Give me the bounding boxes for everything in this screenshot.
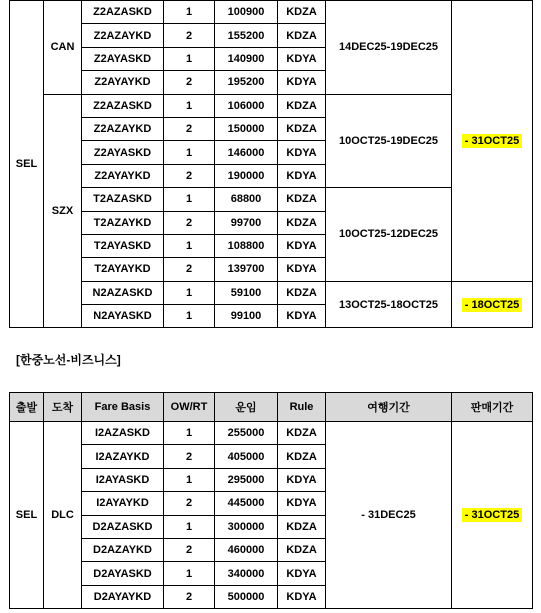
travel-period-cell: 13OCT25-18OCT25 — [326, 281, 452, 328]
travel-period-cell: 10OCT25-19DEC25 — [326, 94, 452, 188]
fare-table-economy — [9, 0, 533, 328]
owrt-cell: 2 — [164, 492, 215, 515]
fare-basis-cell: Z2AZASKD — [82, 1, 164, 24]
rule-cell: KDZA — [278, 24, 326, 47]
owrt-cell: 2 — [164, 164, 215, 187]
rule-cell: KDYA — [278, 468, 326, 491]
fare-table-business — [9, 392, 533, 609]
fare-cell: 150000 — [215, 117, 278, 140]
owrt-cell: 1 — [164, 468, 215, 491]
fare-cell: 340000 — [215, 562, 278, 585]
header-row — [10, 393, 533, 422]
owrt-cell: 2 — [164, 538, 215, 561]
fare-basis-cell: I2AZASKD — [82, 422, 164, 445]
rule-cell: KDZA — [278, 445, 326, 468]
fare-basis-cell: Z2AYAYKD — [82, 71, 164, 94]
column-header: 운임 — [215, 393, 278, 422]
fare-basis-cell: I2AZAYKD — [82, 445, 164, 468]
fare-basis-cell: I2AYASKD — [82, 468, 164, 491]
fare-cell: 140900 — [215, 47, 278, 70]
dest-cell: CAN — [44, 1, 82, 95]
owrt-cell: 2 — [164, 585, 215, 608]
owrt-cell: 1 — [164, 515, 215, 538]
column-header: 여행기간 — [326, 393, 452, 422]
fare-cell: 100900 — [215, 1, 278, 24]
fare-cell: 59100 — [215, 281, 278, 304]
rule-cell: KDYA — [278, 492, 326, 515]
sale-period-cell — [452, 1, 533, 282]
fare-cell: 405000 — [215, 445, 278, 468]
rule-cell: KDYA — [278, 562, 326, 585]
column-header: 출발 — [10, 393, 44, 422]
owrt-cell: 1 — [164, 234, 215, 257]
fare-cell: 146000 — [215, 141, 278, 164]
fare-cell: 445000 — [215, 492, 278, 515]
fare-basis-cell: D2AZASKD — [82, 515, 164, 538]
table-row — [10, 422, 533, 445]
owrt-cell: 1 — [164, 562, 215, 585]
origin-cell: SEL — [10, 422, 44, 609]
fare-basis-cell: Z2AYASKD — [82, 47, 164, 70]
travel-period-cell: - 31DEC25 — [326, 422, 452, 609]
column-header: Rule — [278, 393, 326, 422]
table-row — [10, 281, 533, 304]
rule-cell: KDYA — [278, 585, 326, 608]
origin-cell: SEL — [10, 1, 44, 328]
rule-cell: KDYA — [278, 234, 326, 257]
rule-cell: KDZA — [278, 188, 326, 211]
fare-cell: 190000 — [215, 164, 278, 187]
column-header: Fare Basis — [82, 393, 164, 422]
owrt-cell: 2 — [164, 445, 215, 468]
fare-basis-cell: Z2AYAYKD — [82, 164, 164, 187]
fare-cell: 99700 — [215, 211, 278, 234]
rule-cell: KDZA — [278, 281, 326, 304]
owrt-cell: 1 — [164, 422, 215, 445]
rule-cell: KDZA — [278, 94, 326, 117]
fare-basis-cell: Z2AZAYKD — [82, 117, 164, 140]
fare-basis-cell: N2AYASKD — [82, 305, 164, 328]
fare-cell: 155200 — [215, 24, 278, 47]
fare-cell: 460000 — [215, 538, 278, 561]
owrt-cell: 2 — [164, 24, 215, 47]
fare-basis-cell: Z2AZASKD — [82, 94, 164, 117]
owrt-cell: 1 — [164, 281, 215, 304]
sale-period-cell-highlight: - 18OCT25 — [462, 298, 522, 312]
fare-cell: 108800 — [215, 234, 278, 257]
rule-cell: KDYA — [278, 305, 326, 328]
sale-period-cell-highlight: - 31OCT25 — [462, 134, 522, 148]
table-row — [10, 1, 533, 24]
owrt-cell: 1 — [164, 141, 215, 164]
travel-period-cell: 14DEC25-19DEC25 — [326, 1, 452, 95]
fare-cell: 68800 — [215, 188, 278, 211]
owrt-cell: 1 — [164, 47, 215, 70]
owrt-cell: 1 — [164, 188, 215, 211]
owrt-cell: 2 — [164, 71, 215, 94]
owrt-cell: 1 — [164, 94, 215, 117]
rule-cell: KDZA — [278, 422, 326, 445]
fare-basis-cell: T2AZASKD — [82, 188, 164, 211]
section-title: [한중노선-비즈니스] — [16, 353, 121, 367]
rule-cell: KDZA — [278, 117, 326, 140]
travel-period-cell: 10OCT25-12DEC25 — [326, 188, 452, 282]
fare-basis-cell: D2AZAYKD — [82, 538, 164, 561]
owrt-cell: 2 — [164, 258, 215, 281]
fare-basis-cell: Z2AZAYKD — [82, 24, 164, 47]
rule-cell: KDYA — [278, 141, 326, 164]
fare-cell: 195200 — [215, 71, 278, 94]
owrt-cell: 1 — [164, 1, 215, 24]
fare-cell: 139700 — [215, 258, 278, 281]
fare-cell: 500000 — [215, 585, 278, 608]
fare-basis-cell: T2AYASKD — [82, 234, 164, 257]
rule-cell: KDYA — [278, 47, 326, 70]
column-header: 판매기간 — [452, 393, 533, 422]
column-header: 도착 — [44, 393, 82, 422]
fare-basis-cell: Z2AYASKD — [82, 141, 164, 164]
owrt-cell: 1 — [164, 305, 215, 328]
fare-basis-cell: N2AZASKD — [82, 281, 164, 304]
owrt-cell: 2 — [164, 211, 215, 234]
sale-period-cell — [452, 422, 533, 609]
sale-period-cell-highlight: - 31OCT25 — [462, 508, 522, 522]
dest-cell: SZX — [44, 94, 82, 328]
owrt-cell: 2 — [164, 117, 215, 140]
dest-cell: DLC — [44, 422, 82, 609]
rule-cell: KDZA — [278, 1, 326, 24]
rule-cell: KDZA — [278, 211, 326, 234]
fare-cell: 99100 — [215, 305, 278, 328]
fare-basis-cell: T2AYAYKD — [82, 258, 164, 281]
fare-basis-cell: D2AYASKD — [82, 562, 164, 585]
fare-basis-cell: T2AZAYKD — [82, 211, 164, 234]
rule-cell: KDYA — [278, 164, 326, 187]
rule-cell: KDZA — [278, 515, 326, 538]
rule-cell: KDYA — [278, 258, 326, 281]
rule-cell: KDZA — [278, 538, 326, 561]
fare-cell: 300000 — [215, 515, 278, 538]
rule-cell: KDYA — [278, 71, 326, 94]
fare-cell: 295000 — [215, 468, 278, 491]
fare-cell: 255000 — [215, 422, 278, 445]
fare-basis-cell: D2AYAYKD — [82, 585, 164, 608]
sale-period-cell — [452, 281, 533, 328]
column-header: OW/RT — [164, 393, 215, 422]
fare-cell: 106000 — [215, 94, 278, 117]
fare-basis-cell: I2AYAYKD — [82, 492, 164, 515]
